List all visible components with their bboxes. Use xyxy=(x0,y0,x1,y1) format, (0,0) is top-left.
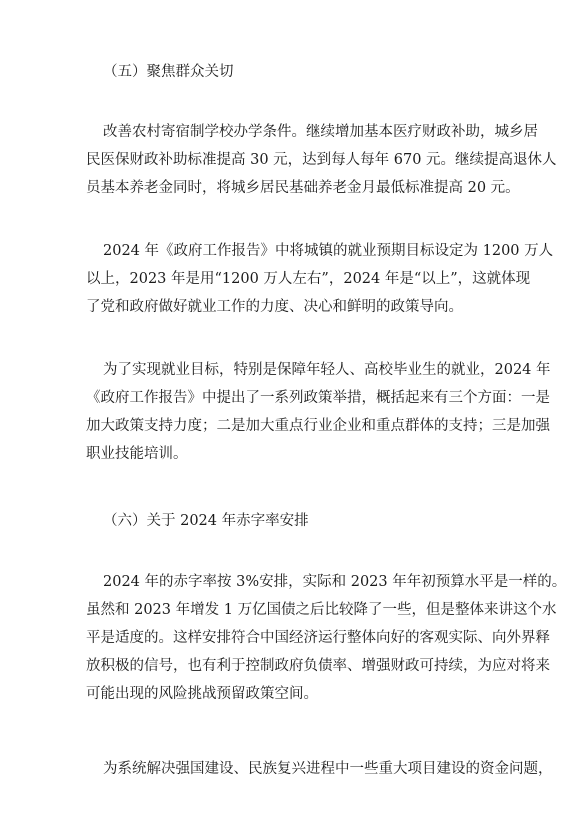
paragraph-line: 员基本养老金同时，将城乡居民基础养老金月最低标准提高 20 元。 xyxy=(86,180,520,196)
paragraph-line: 2024 年《政府工作报告》中将城镇的就业预期目标设定为 1200 万人 xyxy=(103,243,554,259)
paragraph-line: 2024 年的赤字率按 3%安排，实际和 2023 年年初预算水平是一样的。 xyxy=(103,574,567,590)
paragraph-line: 放积极的信号，也有利于控制政府负债率、增强财政可持续，为应对将来 xyxy=(86,658,550,674)
paragraph-line: 民医保财政补助标准提高 30 元，达到每人每年 670 元。继续提高退休人 xyxy=(86,152,557,168)
section-heading-5: （五）聚焦群众关切 xyxy=(103,64,234,80)
paragraph-line: 为系统解决强国建设、民族复兴进程中一些重大项目建设的资金问题， xyxy=(103,761,553,777)
paragraph-line: 加大政策支持力度；二是加大重点行业企业和重点群体的支持；三是加强 xyxy=(86,418,550,434)
paragraph-line: 改善农村寄宿制学校办学条件。继续增加基本医疗财政补助，城乡居 xyxy=(103,124,538,140)
paragraph-line: 虽然和 2023 年增发 1 万亿国债之后比较降了一些，但是整体来讲这个水 xyxy=(86,602,557,618)
paragraph-line: 平是适度的。这样安排符合中国经济运行整体向好的客观实际、向外界释 xyxy=(86,630,550,646)
paragraph-line: 可能出现的风险挑战预留政策空间。 xyxy=(86,686,318,702)
paragraph-line: 以上，2023 年是用“1200 万人左右”，2024 年是“以上”，这就体现 xyxy=(86,271,531,287)
paragraph-line: 职业技能培训。 xyxy=(86,446,188,462)
section-heading-6: （六）关于 2024 年赤字率安排 xyxy=(103,513,309,529)
paragraph-line: 《政府工作报告》中提出了一系列政策举措，概括起来有三个方面：一是 xyxy=(86,390,550,406)
paragraph-line: 为了实现就业目标，特别是保障年轻人、高校毕业生的就业，2024 年 xyxy=(103,362,551,378)
paragraph-line: 了党和政府做好就业工作的力度、决心和鲜明的政策导向。 xyxy=(86,299,463,315)
